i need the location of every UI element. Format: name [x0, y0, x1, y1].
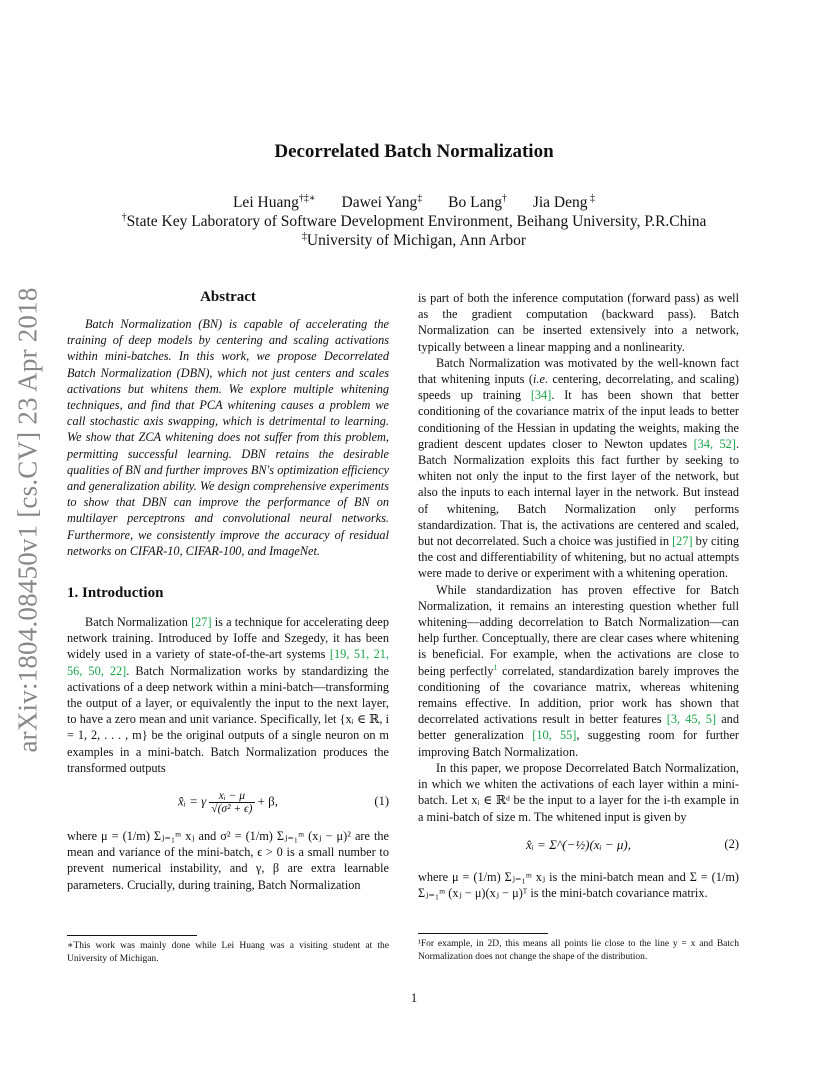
footnote-text-right: ¹For example, in 2D, this means all points lie close to the line y = x and Batch Normalization does not change the shape of the distribution.: [418, 939, 739, 962]
author-block: [0, 193, 828, 250]
citation-link[interactable]: [3, 45, 5]: [666, 712, 717, 727]
right-column: [418, 290, 739, 901]
equation-2-number: (2): [724, 836, 739, 851]
intro-paragraph-2: where μ = (1/m) Σⱼ₌₁ᵐ xⱼ and σ² = (1/m) Σⱼ₌₁ᵐ (xⱼ − μ)² are the mean and variance of the mini-batch, ϵ > 0 is a small number to prevent numerical instability, and γ, β are extra learnable parameters. Crucially, during training, Batch Normalization: [67, 829, 389, 892]
equation-1: [67, 784, 389, 818]
affiliation-1: †State Key Laboratory of Software Development Environment, Beihang University, P.R.China: [121, 212, 707, 230]
author-list: [0, 193, 828, 212]
footnote-right: [418, 933, 739, 964]
author-1: Lei Huang†‡∗: [232, 193, 316, 211]
intro-paragraph-4: Batch Normalization was motivated by the well-known fact that whitening inputs (i.e. centering, decorrelating, and scaling) speeds up training [34]. It has been shown that better conditioning of the covariance matrix of the input leads to better conditioning of the Hessian in updating the weights, making the gradient descent updates closer to Newton updates [34, 52]. Batch Normalization exploits this fact further by seeking to whiten not only the input to the first layer of the network, but also the inputs to each internal layer in the network. But instead of whitening, Batch Normalization only performs standardization. That is, the activations are centered and scaled, but not decorrelated. Such a choice was justified in [27] by citing the cost and differentiability of whitening, but no actual attempts were made to derive or experiment with a whitening operation.: [418, 355, 740, 581]
paper-title: Decorrelated Batch Normalization: [274, 141, 554, 162]
intro-paragraph-7: where μ = (1/m) Σⱼ₌₁ᵐ xⱼ is the mini-batch mean and Σ = (1/m) Σⱼ₌₁ᵐ (xⱼ − μ)(xⱼ − μ)ᵀ is the mini-batch covariance matrix.: [418, 869, 739, 900]
equation-2: [418, 833, 739, 859]
footnote-marker[interactable]: 1: [493, 662, 498, 672]
section-heading-introduction: 1. Introduction: [67, 585, 164, 602]
intro-paragraph-6: In this paper, we propose Decorrelated Batch Normalization, in which we whiten the activations of each layer within a mini-batch. Let xᵢ ∈ ℝᵈ be the input to a layer for the i-th example in a mini-batch of size m. The whitened input is given by: [418, 760, 739, 824]
intro-paragraph-3: is part of both the inference computation (forward pass) as well as the gradient computation (backward pass). Batch Normalization can be inserted extensively into a network, typically between a linear mapping and a nonlinearity.: [418, 291, 739, 354]
equation-2-body: x̂ᵢ = Σ^(−½)(xᵢ − μ),: [525, 836, 632, 852]
citation-link[interactable]: [34, 52]: [693, 436, 736, 451]
page-number: 1: [410, 991, 418, 1005]
footnote-left: [67, 935, 389, 966]
author-2: Dawei Yang‡: [341, 193, 423, 211]
citation-link[interactable]: [34]: [530, 388, 552, 403]
citation-link[interactable]: [27]: [672, 534, 693, 549]
equation-1-number: (1): [374, 794, 389, 809]
citation-link[interactable]: [19, 51, 21, 56, 50, 22]: [67, 647, 390, 678]
arxiv-identifier-stamp: arXiv:1804.08450v1 [cs.CV] 23 Apr 2018: [12, 287, 43, 753]
footnote-text-left: ∗This work was mainly done while Lei Huang was a visiting student at the University of Michigan.: [67, 941, 389, 964]
equation-1-body: x̂ᵢ = γ $\frac{\text{xᵢ − μ}}{\text{√(σ² + ϵ)}}$ + β,: [178, 790, 278, 816]
citation-link[interactable]: [10, 55]: [532, 728, 577, 743]
citation-link[interactable]: [27]: [191, 615, 212, 630]
left-column: [67, 289, 389, 893]
abstract-text: Batch Normalization (BN) is capable of accelerating the training of deep models by centering and scaling activations within mini-batches. In this work, we propose Decorrelated Batch Normalization (DBN), which not just centers and scales activations but whitens them. We explore multiple whitening techniques, and find that PCA whitening causes a problem we call stochastic axis swapping, which is detrimental to learning. We show that ZCA whitening does not suffer from this problem, permitting successful learning. DBN retains the desirable qualities of BN and further improves BN's optimization efficiency and generalization ability. We design comprehensive experiments to show that DBN can improve the performance of BN on multilayer perceptrons and convolutional neural networks. Furthermore, we consistently improve the accuracy of residual networks on CIFAR-10, CIFAR-100, and ImageNet.: [67, 317, 389, 558]
author-4: Jia Deng ‡: [532, 193, 596, 211]
affiliation-2: ‡University of Michigan, Ann Arbor: [301, 231, 527, 249]
intro-paragraph-5: While standardization has proven effective for Batch Normalization, it remains an interesting question whether full whitening—adding decorrelation to Batch Normalization—can help further. Conceptually, there are clear cases where whitening is beneficial. For example, when the activations are close to being perfectly$^1$ correlated, standardization barely improves the conditioning of the covariance matrix, whereas whitening remains effective. In addition, prior work has shown that decorrelated activations result in better features [3, 45, 5] and better generalization [10, 55], suggesting room for further improving Batch Normalization.: [418, 582, 740, 759]
intro-paragraph-1: Batch Normalization [27] is a technique for accelerating deep network training. Introduced by Ioffe and Szegedy, it has been widely used in a variety of state-of-the-art systems [19, 51, 21, 56, 50, 22]. Batch Normalization works by standardizing the activations of a deep network within a mini-batch—transforming the output of a layer, or equivalently the input to the next layer, to have a zero mean and unit variance. Specifically, let {xᵢ ∈ ℝ, i = 1, 2, . . . , m} be the original outputs of a single neuron on m examples in a mini-batch. Batch Normalization produces the transformed outputs: [67, 615, 390, 775]
abstract-heading: Abstract: [200, 289, 256, 305]
author-3: Bo Lang†: [448, 193, 507, 211]
